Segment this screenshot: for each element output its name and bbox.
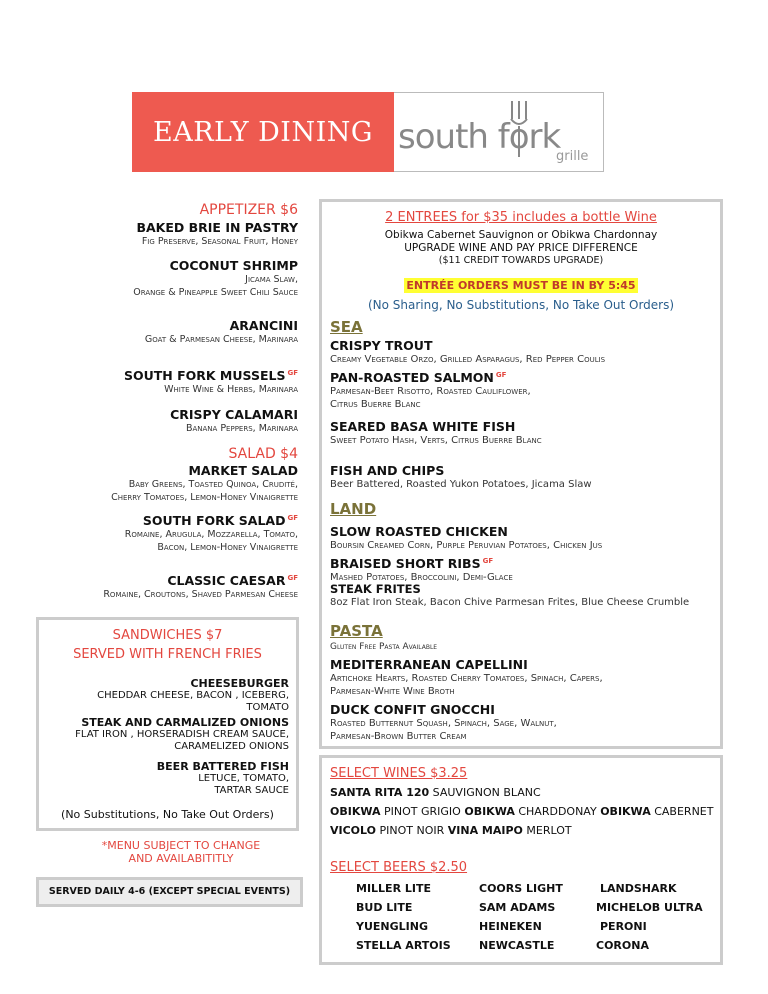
wine-brand: SANTA RITA 120 (330, 786, 430, 799)
menu-item (40, 258, 298, 299)
menu-item (49, 760, 289, 797)
entree-credit-line: ($11 CREDIT TOWARDS UPGRADE) (438, 255, 604, 266)
menu-item (330, 657, 720, 698)
appetizer-heading: APPETIZER $6 (199, 202, 298, 218)
beer-item: BUD LITE (356, 901, 413, 914)
item-name: SOUTH FORK SALAD (142, 513, 286, 528)
salad-heading: SALAD $4 (228, 446, 298, 462)
item-desc: Citrus Buerre Blanc (330, 399, 421, 410)
item-name: FISH AND CHIPS (330, 463, 445, 478)
subject-line: *MENU SUBJECT TO CHANGE (101, 839, 261, 852)
logo-subtext: grille (556, 149, 589, 164)
pasta-note: Gluten Free Pasta Available (330, 642, 438, 652)
wine-brand: OBIKWA (330, 805, 381, 818)
menu-item (330, 524, 720, 552)
beer-item: YUENGLING (356, 920, 428, 933)
item-desc: Sweet Potato Hash, Verts, Citrus Buerre Blanc (330, 435, 542, 446)
item-desc: Parmesan-Brown Butter Cream (330, 731, 467, 742)
item-desc: Boursin Creamed Corn, Purple Peruvian Potatoes, Chicken Jus (330, 540, 603, 551)
wine-variety: SAUVIGNON BLANC (432, 786, 541, 799)
item-desc: LETUCE, TOMATO, (198, 773, 289, 784)
menu-subject-note (40, 839, 322, 865)
menu-item (49, 677, 289, 714)
item-desc: TOMATO (246, 702, 289, 713)
item-name: ARANCINI (229, 318, 298, 333)
menu-item (330, 419, 720, 447)
gluten-free-badge: GF (287, 368, 298, 377)
entree-wine-line: Obikwa Cabernet Sauvignon or Obikwa Chardonnay (384, 229, 658, 241)
beer-item: NEWCASTLE (479, 939, 555, 952)
item-name: CHEESEBURGER (190, 677, 289, 690)
wine-brand: OBIKWA (464, 805, 515, 818)
item-desc: Parmesan-White Wine Broth (330, 686, 455, 697)
menu-item (330, 556, 720, 584)
wine-row (330, 786, 541, 799)
item-desc: Creamy Vegetable Orzo, Grilled Asparagus, Red Pepper Coulis (330, 354, 606, 365)
logo (394, 92, 604, 172)
beer-item: PERONI (600, 920, 647, 933)
item-name: STEAK AND CARMALIZED ONIONS (81, 716, 289, 729)
beer-item: LANDSHARK (600, 882, 677, 895)
item-name: BEER BATTERED FISH (156, 760, 289, 773)
gluten-free-badge: GF (482, 556, 494, 565)
menu-item (330, 463, 720, 491)
menu-item (330, 702, 720, 743)
item-name: COCONUT SHRIMP (169, 258, 298, 273)
item-desc: Fig Preserve, Seasonal Fruit, Honey (141, 236, 298, 247)
wine-variety: MERLOT (526, 824, 572, 837)
served-banner: SERVED DAILY 4-6 (EXCEPT SPECIAL EVENTS) (36, 877, 303, 907)
entree-policy: (No Sharing, No Substitutions, No Take Out Orders) (367, 298, 675, 312)
entree-deadline (322, 274, 720, 293)
menu-item (40, 220, 298, 248)
item-desc: White Wine & Herbs, Marinara (164, 384, 298, 395)
beer-item: SAM ADAMS (479, 901, 556, 914)
item-desc: Artichoke Hearts, Roasted Cherry Tomatoes, Spinach, Capers, (330, 673, 603, 684)
wine-variety: PINOT GRIGIO (384, 805, 461, 818)
sandwich-heading: SANDWICHES $7 (112, 628, 223, 643)
menu-item (40, 463, 298, 504)
menu-item (40, 368, 298, 396)
item-desc: Cherry Tomatoes, Lemon-Honey Vinaigrette (111, 492, 298, 503)
item-desc: Mashed Potatoes, Broccolini, Demi-Glace (330, 572, 513, 583)
item-desc: Orange & Pineapple Sweet Chili Sauce (133, 287, 298, 298)
item-desc: Bacon, Lemon-Honey Vinaigrette (157, 542, 298, 553)
item-name: PAN-ROASTED SALMON (330, 370, 494, 385)
item-name: BAKED BRIE IN PASTRY (136, 220, 298, 235)
item-desc: Beer Battered, Roasted Yukon Potatoes, Jicama Slaw (330, 479, 592, 490)
item-name: BRAISED SHORT RIBS (330, 556, 481, 571)
gluten-free-badge: GF (495, 370, 507, 379)
sandwich-box (36, 617, 299, 831)
item-desc: Romaine, Arugula, Mozzarella, Tomato, (124, 529, 298, 540)
menu-item (43, 716, 289, 753)
item-desc: Parmesan-Beet Risotto, Roasted Cauliflower, (330, 386, 531, 397)
entree-box (319, 199, 723, 749)
wine-variety: PINOT NOIR (379, 824, 445, 837)
item-desc: Baby Greens, Toasted Quinoa, Crudité, (128, 479, 298, 490)
item-name: MEDITERRANEAN CAPELLINI (330, 657, 528, 672)
beer-item: MILLER LITE (356, 882, 431, 895)
wine-variety: CABERNET (654, 805, 714, 818)
item-name: STEAK FRITES (330, 582, 421, 596)
wine-row (330, 824, 572, 837)
wine-row (330, 805, 713, 818)
deadline-text: ENTRÉE ORDERS MUST BE IN BY 5:45 (406, 279, 636, 292)
beer-item: CORONA (596, 939, 649, 952)
entree-upgrade-line: UPGRADE WINE AND PAY PRICE DIFFERENCE (404, 242, 638, 254)
item-desc: TARTAR SAUCE (214, 785, 289, 796)
menu-item (40, 318, 298, 346)
header-title-block (132, 92, 394, 172)
item-name: SEARED BASA WHITE FISH (330, 419, 516, 434)
wine-brand: OBIKWA (600, 805, 651, 818)
item-name: SOUTH FORK MUSSELS (123, 368, 286, 383)
beer-item: STELLA ARTOIS (356, 939, 451, 952)
menu-item (330, 370, 720, 411)
sea-heading: SEA (330, 318, 363, 336)
menu-item (40, 513, 298, 554)
gluten-free-badge: GF (287, 513, 298, 522)
subject-line: AND AVAILABITITLY (128, 852, 234, 865)
entree-headline: 2 ENTREES for $35 includes a bottle Wine (385, 210, 657, 225)
item-desc: Jicama Slaw, (245, 274, 298, 285)
item-name: CRISPY CALAMARI (170, 407, 298, 422)
sandwich-subheading: SERVED WITH FRENCH FRIES (73, 647, 262, 662)
item-desc: FLAT IRON , HORSERADISH CREAM SAUCE, (75, 729, 289, 740)
item-desc: Goat & Parmesan Cheese, Marinara (144, 334, 298, 345)
drinks-box (319, 755, 723, 965)
wine-variety: CHARDDONAY (518, 805, 597, 818)
logo-text: south fork (398, 117, 561, 157)
item-name: SLOW ROASTED CHICKEN (330, 524, 508, 539)
gluten-free-badge: GF (287, 573, 298, 582)
menu-item (40, 573, 298, 601)
menu-item (40, 407, 298, 435)
sandwich-note: (No Substitutions, No Take Out Orders) (61, 808, 274, 821)
beer-item: HEINEKEN (479, 920, 542, 933)
item-name: DUCK CONFIT GNOCCHI (330, 702, 495, 717)
pasta-heading: PASTA (330, 622, 383, 640)
item-name: CLASSIC CAESAR (167, 573, 286, 588)
item-desc: Romaine, Croutons, Shaved Parmesan Cheese (103, 589, 298, 600)
beer-item: MICHELOB ULTRA (596, 901, 703, 914)
wine-brand: VINA MAIPO (447, 824, 523, 837)
header-title: EARLY DINING (153, 116, 373, 148)
item-desc: CARAMELIZED ONIONS (174, 741, 289, 752)
beer-item: COORS LIGHT (479, 882, 563, 895)
wines-heading: SELECT WINES $3.25 (330, 766, 468, 781)
item-name: MARKET SALAD (188, 463, 298, 478)
item-desc: Banana Peppers, Marinara (185, 423, 298, 434)
item-name: CRISPY TROUT (330, 338, 433, 353)
item-desc: Roasted Butternut Squash, Spinach, Sage, Walnut, (330, 718, 557, 729)
item-desc: CHEDDAR CHEESE, BACON , ICEBERG, (97, 690, 289, 701)
fork-icon (506, 99, 532, 161)
menu-item (330, 338, 720, 366)
wine-brand: VICOLO (330, 824, 376, 837)
land-heading: LAND (330, 500, 377, 518)
item-desc: 8oz Flat Iron Steak, Bacon Chive Parmesan Frites, Blue Cheese Crumble (330, 597, 690, 608)
menu-item (330, 582, 720, 609)
beers-heading: SELECT BEERS $2.50 (330, 860, 468, 875)
